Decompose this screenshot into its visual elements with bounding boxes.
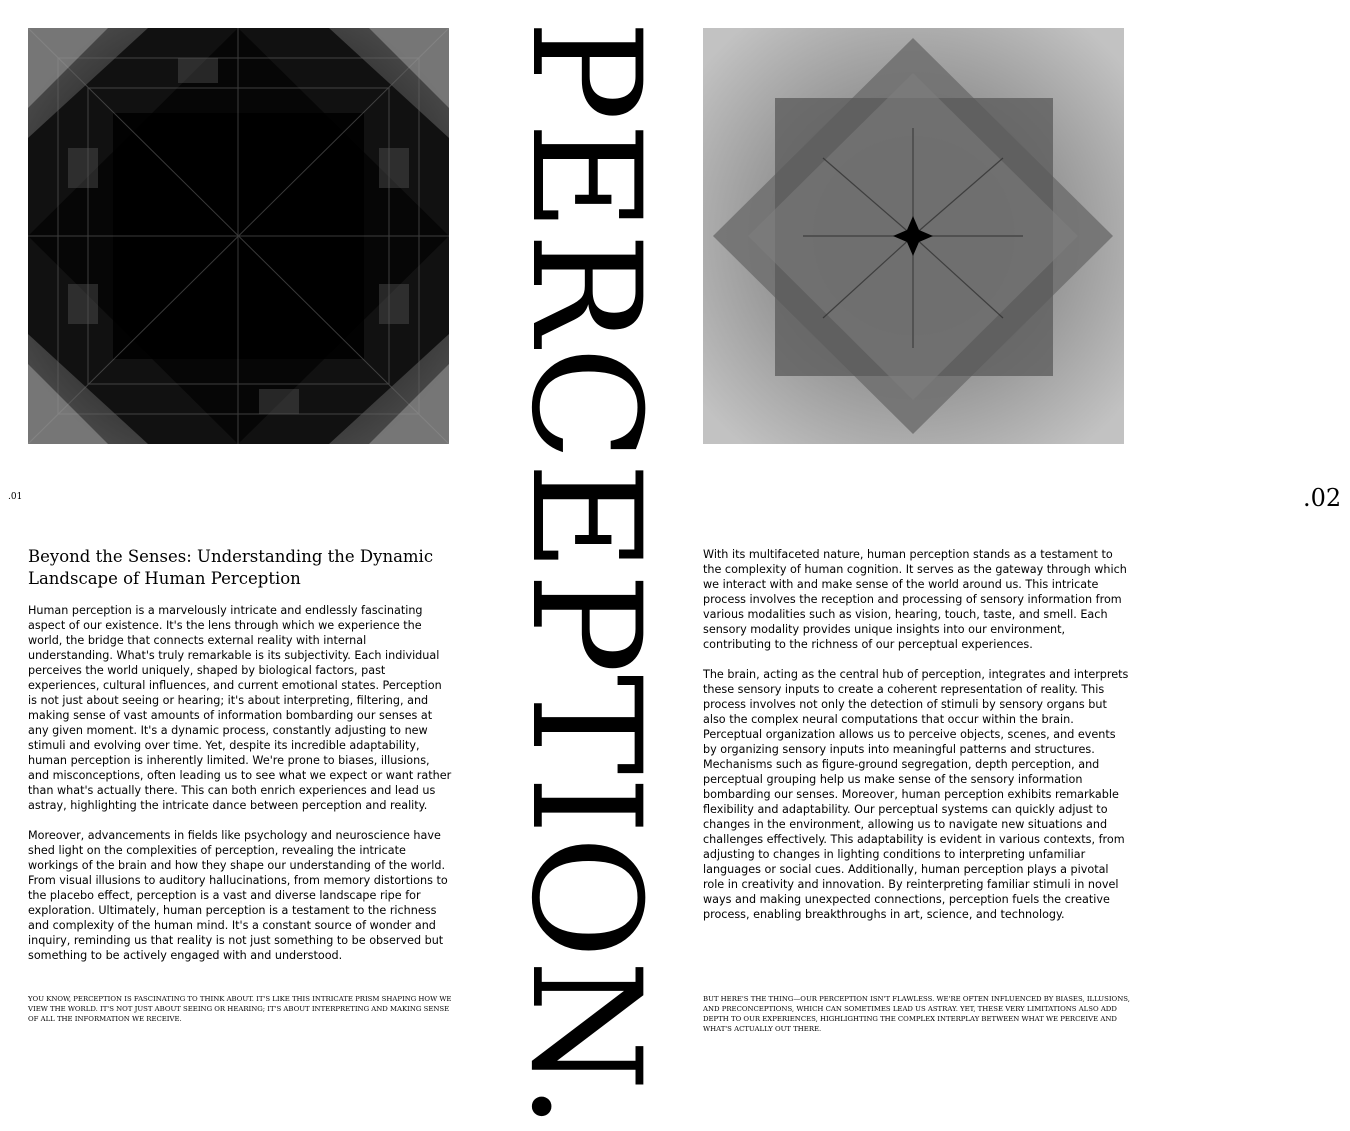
right-paragraph-1: With its multifaceted nature, human perception stands as a testament to the complexity of human cognition. It serves as the gateway through which we interact with and make sense of the world around us. This intricate process involves the reception and processing of sensory information from various modalities such as vision, hearing, touch, taste, and smell. Each sensory modality provides unique insights into our environment, contributing to the richness of our perceptual experiences.	[703, 548, 1127, 651]
vertical-title	[496, 20, 672, 1131]
left-kaleidoscope-image	[28, 28, 449, 444]
page-number-right: .02	[1303, 484, 1342, 512]
page-number-left: .01	[8, 492, 23, 502]
right-footnote: BUT HERE'S THE THING—OUR PERCEPTION ISN'T FLAWLESS. WE'RE OFTEN INFLUENCED BY BIASES, ILLUSIONS, AND PRECONCEPTIONS, WHICH CAN SOMETIMES LEAD US ASTRAY. YET, THESE VERY LIMITATIONS ALSO ADD DEPTH TO OUR EXPERIENCES, HIGHLIGHTING THE COMPLEX INTERPLAY BETWEEN WHAT WE PERCEIVE AND WHAT'S ACTUALLY OUT THERE.	[703, 995, 1130, 1033]
left-paragraph-2: Moreover, advancements in fields like psychology and neuroscience have shed light on the complexities of perception, revealing the intricate workings of the brain and how they shape our understanding of the world. From visual illusions to auditory hallucinations, from memory distortions to the placebo effect, perception is a vast and diverse landscape ripe for exploration. Ultimately, human perception is a testament to the richness and complexity of the human mind. It's a constant source of wonder and inquiry, reminding us that reality is not just something to be observed but something to be actively engaged with and understood.	[28, 829, 448, 962]
right-body-text	[703, 547, 1129, 937]
left-body-text	[28, 603, 452, 978]
right-kaleidoscope-image	[703, 28, 1124, 444]
left-footnote: YOU KNOW, PERCEPTION IS FASCINATING TO THINK ABOUT. IT'S LIKE THIS INTRICATE PRISM SHAPING HOW WE VIEW THE WORLD. IT'S NOT JUST ABOUT SEEING OR HEARING; IT'S ABOUT INTERPRETING AND MAKING SENSE OF ALL THE INFORMATION WE RECEIVE.	[28, 995, 452, 1023]
title-text: PERCEPTION.	[498, 20, 672, 1131]
article-heading: Beyond the Senses: Understanding the Dynamic Landscape of Human Perception	[28, 547, 434, 588]
right-paragraph-2: The brain, acting as the central hub of perception, integrates and interprets these sensory inputs to create a coherent representation of reality. This process involves not only the detection of stimuli by sensory organs but also the complex neural computations that occur within the brain. Perceptual organization allows us to perceive objects, scenes, and events by organizing sensory inputs into meaningful patterns and structures. Mechanisms such as figure-ground segregation, depth perception, and perceptual grouping help us make sense of the sensory information bombarding our senses. Moreover, human perception exhibits remarkable flexibility and adaptability. Our perceptual systems can quickly adjust to changes in the environment, allowing us to navigate new situations and challenges effectively. This adaptability is evident in various contexts, from adjusting to changes in lighting conditions to interpreting unfamiliar languages or social cues. Additionally, human perception plays a pivotal role in creativity and innovation. By reinterpreting familiar stimuli in novel ways and making unexpected connections, perception fuels the creative process, enabling breakthroughs in art, science, and technology.	[703, 668, 1129, 921]
left-paragraph-1: Human perception is a marvelously intricate and endlessly fascinating aspect of our existence. It's the lens through which we experience the world, the bridge that connects external reality with internal understanding. What's truly remarkable is its subjectivity. Each individual perceives the world uniquely, shaped by biological factors, past experiences, cultural influences, and current emotional states. Perception is not just about seeing or hearing; it's about interpreting, filtering, and making sense of vast amounts of information bombarding our senses at any given moment. It's a dynamic process, constantly adjusting to new stimuli and evolving over time. Yet, despite its incredible adaptability, human perception is inherently limited. We're prone to biases, illusions, and misconceptions, often leading us to see what we expect or want rather than what's actually there. This can both enrich experiences and lead us astray, highlighting the intricate dance between perception and reality.	[28, 604, 452, 812]
